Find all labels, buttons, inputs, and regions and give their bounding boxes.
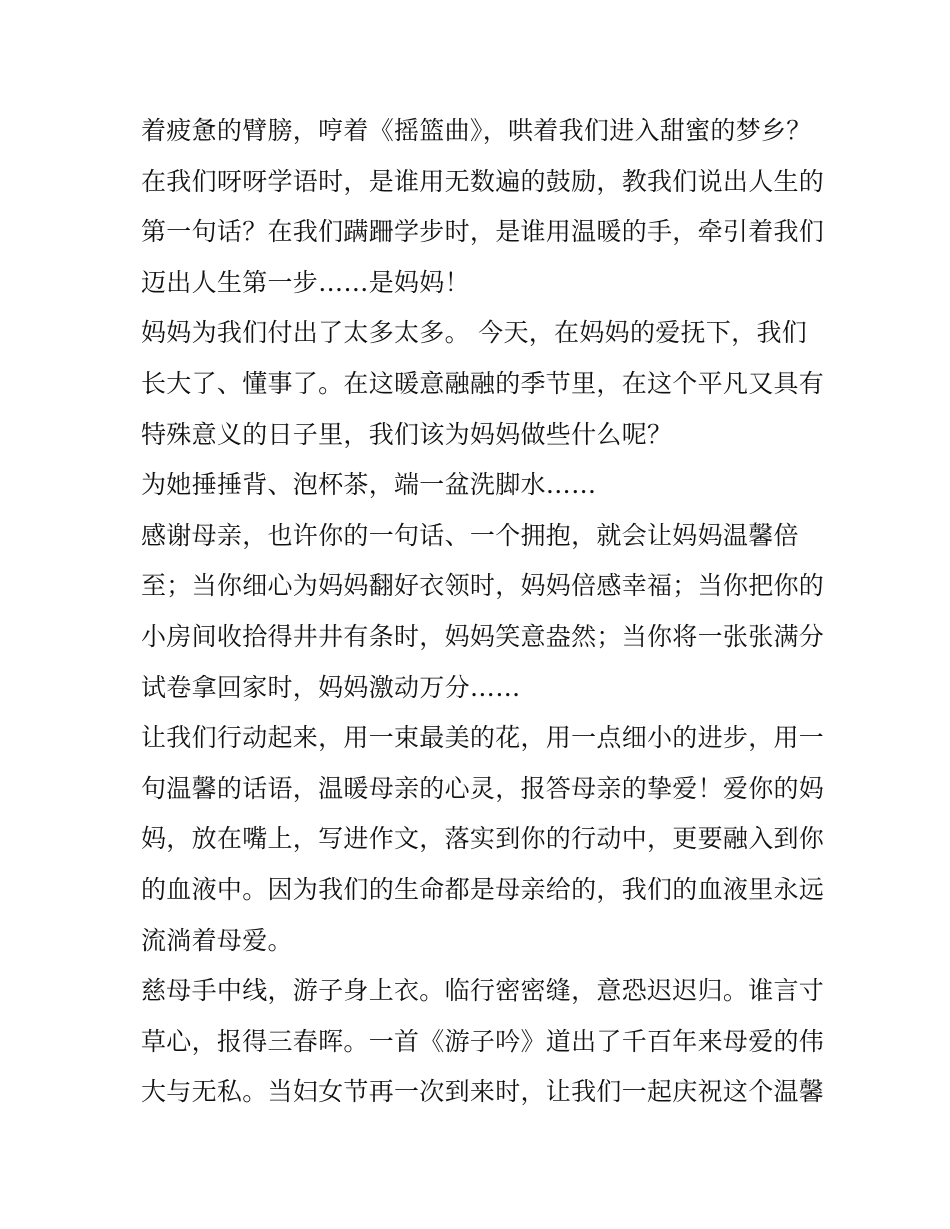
text-line: 让我们行动起来，用一束最美的花，用一点细小的进步，用一 xyxy=(141,723,825,753)
text-line: 试卷拿回家时，妈妈激动万分…… xyxy=(141,672,521,702)
text-line: 妈，放在嘴上，写进作文，落实到你的行动中，更要融入到你 xyxy=(141,824,825,854)
text-line: 慈母手中线，游子身上衣。临行密密缝，意恐迟迟归。谁言寸 xyxy=(141,976,825,1006)
text-line: 着疲惫的臂膀，哼着《摇篮曲》，哄着我们进入甜蜜的梦乡？ xyxy=(141,116,812,145)
text-line: 迈出人生第一步……是妈妈！ xyxy=(141,267,470,297)
text-line: 第一句话？在我们蹒跚学步时，是谁用温暖的手，牵引着我们 xyxy=(141,217,825,247)
text-line: 特殊意义的日子里，我们该为妈妈做些什么呢？ xyxy=(141,419,673,449)
text-line: 的血液中。因为我们的生命都是母亲给的，我们的血液里永远 xyxy=(141,874,825,904)
text-line: 在我们呀呀学语时，是谁用无数遍的鼓励，教我们说出人生的 xyxy=(141,166,825,196)
text-line: 感谢母亲，也许你的一句话、一个拥抱，就会让妈妈温馨倍 xyxy=(141,520,799,550)
document-body-text xyxy=(141,106,825,1118)
text-line: 为她捶捶背、泡杯茶，端一盆洗脚水…… xyxy=(141,470,597,500)
text-line: 句温馨的话语，温暖母亲的心灵，报答母亲的挚爱！爱你的妈 xyxy=(141,773,825,803)
text-line: 草心，报得三春晖。一首《游子吟》道出了千百年来母爱的伟 xyxy=(141,1026,825,1056)
text-line: 妈妈为我们付出了太多太多。 今天，在妈妈的爱抚下，我们 xyxy=(141,318,808,348)
text-line: 大与无私。当妇女节再一次到来时，让我们一起庆祝这个温馨 xyxy=(141,1077,825,1107)
text-line: 长大了、懂事了。在这暖意融融的季节里，在这个平凡又具有 xyxy=(141,368,825,398)
text-line: 小房间收拾得井井有条时，妈妈笑意盎然；当你将一张张满分 xyxy=(141,621,825,651)
text-line: 流淌着母爱。 xyxy=(141,925,293,955)
text-line: 至；当你细心为妈妈翻好衣领时，妈妈倍感幸福；当你把你的 xyxy=(141,571,825,601)
